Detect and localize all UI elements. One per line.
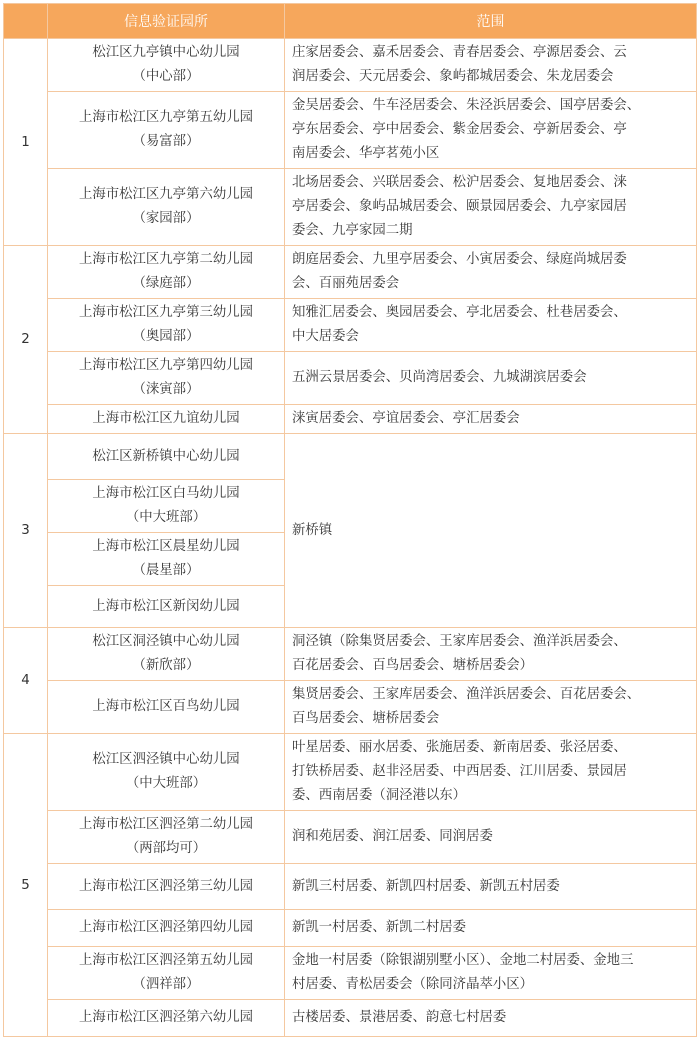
- school-cell: 上海市松江区泗泾第二幼儿园 （两部均可）: [48, 811, 285, 864]
- school-cell: 上海市松江区泗泾第五幼儿园 （泗祥部）: [48, 947, 285, 1000]
- range-cell: 古楼居委、景港居委、韵意七村居委: [285, 1000, 697, 1037]
- group-number: 3: [4, 434, 48, 628]
- school-cell: 上海市松江区九亭第四幼儿园 （涞寅部）: [48, 352, 285, 405]
- group-number: 2: [4, 246, 48, 434]
- school-cell: 松江区洞泾镇中心幼儿园 （新欣部）: [48, 628, 285, 681]
- range-cell: 新凯三村居委、新凯四村居委、新凯五村居委: [285, 864, 697, 910]
- table-row: [4, 947, 697, 1000]
- range-cell: 五洲云景居委会、贝尚湾居委会、九城湖滨居委会: [285, 352, 697, 405]
- table-row: [4, 299, 697, 352]
- range-cell: 新桥镇: [285, 434, 697, 628]
- range-cell: 金吴居委会、牛车泾居委会、朱泾浜居委会、国亭居委会、 亭东居委会、亭中居委会、紫金居委会、亭新居委会、亭 南居委会、华亭茗苑小区: [285, 92, 697, 169]
- range-cell: 金地一村居委（除银湖别墅小区）、金地二村居委、金地三 村居委、青松居委会（除同济晶萃小区）: [285, 947, 697, 1000]
- range-cell: 朗庭居委会、九里亭居委会、小寅居委会、绿庭尚城居委 会、百丽苑居委会: [285, 246, 697, 299]
- header-row: [4, 4, 697, 39]
- school-cell: 松江区九亭镇中心幼儿园 （中心部）: [48, 39, 285, 92]
- school-cell: 上海市松江区晨星幼儿园 （晨星部）: [48, 533, 285, 586]
- school-cell: 上海市松江区九亭第二幼儿园 （绿庭部）: [48, 246, 285, 299]
- kindergarten-scope-table: [3, 3, 697, 1037]
- range-cell: 叶星居委、丽水居委、张施居委、新南居委、张泾居委、 打铁桥居委、赵非泾居委、中西居委、江川居委、景园居 委、西南居委（洞泾港以东）: [285, 734, 697, 811]
- table-row: [4, 628, 697, 681]
- table-row: [4, 246, 697, 299]
- table-row: [4, 910, 697, 947]
- school-cell: 上海市松江区九亭第五幼儿园 （易富部）: [48, 92, 285, 169]
- table-row: [4, 864, 697, 910]
- header-group: [4, 4, 48, 39]
- school-cell: 松江区新桥镇中心幼儿园: [48, 434, 285, 480]
- table-row: [4, 434, 697, 480]
- school-cell: 上海市松江区九谊幼儿园: [48, 405, 285, 434]
- school-cell: 上海市松江区泗泾第四幼儿园: [48, 910, 285, 947]
- range-cell: 新凯一村居委、新凯二村居委: [285, 910, 697, 947]
- school-cell: 上海市松江区白马幼儿园 （中大班部）: [48, 480, 285, 533]
- school-cell: 上海市松江区九亭第六幼儿园 （家园部）: [48, 169, 285, 246]
- school-cell: 上海市松江区新闵幼儿园: [48, 586, 285, 628]
- school-cell: 松江区泗泾镇中心幼儿园 （中大班部）: [48, 734, 285, 811]
- table-row: [4, 169, 697, 246]
- table-row: [4, 811, 697, 864]
- group-number: 4: [4, 628, 48, 734]
- table-row: [4, 405, 697, 434]
- table-row: [4, 681, 697, 734]
- school-cell: 上海市松江区泗泾第三幼儿园: [48, 864, 285, 910]
- table-row: [4, 39, 697, 92]
- table-row: [4, 92, 697, 169]
- table-row: [4, 352, 697, 405]
- table-row: [4, 734, 697, 811]
- header-school: 信息验证园所: [48, 4, 285, 39]
- group-number: 1: [4, 39, 48, 246]
- school-cell: 上海市松江区百鸟幼儿园: [48, 681, 285, 734]
- group-number: 5: [4, 734, 48, 1037]
- range-cell: 庄家居委会、嘉禾居委会、青春居委会、亭源居委会、云 润居委会、天元居委会、象屿都城居委会、朱龙居委会: [285, 39, 697, 92]
- range-cell: 涞寅居委会、亭谊居委会、亭汇居委会: [285, 405, 697, 434]
- header-range: 范围: [285, 4, 697, 39]
- range-cell: 洞泾镇（除集贤居委会、王家库居委会、渔洋浜居委会、 百花居委会、百鸟居委会、塘桥居委会）: [285, 628, 697, 681]
- range-cell: 北场居委会、兴联居委会、松沪居委会、复地居委会、涞 亭居委会、象屿品城居委会、颐景园居委会、九亭家园居 委会、九亭家园二期: [285, 169, 697, 246]
- school-cell: 上海市松江区泗泾第六幼儿园: [48, 1000, 285, 1037]
- range-cell: 集贤居委会、王家库居委会、渔洋浜居委会、百花居委会、 百鸟居委会、塘桥居委会: [285, 681, 697, 734]
- range-cell: 知雅汇居委会、奥园居委会、亭北居委会、杜巷居委会、 中大居委会: [285, 299, 697, 352]
- range-cell: 润和苑居委、润江居委、同润居委: [285, 811, 697, 864]
- table-row: [4, 1000, 697, 1037]
- school-cell: 上海市松江区九亭第三幼儿园 （奥园部）: [48, 299, 285, 352]
